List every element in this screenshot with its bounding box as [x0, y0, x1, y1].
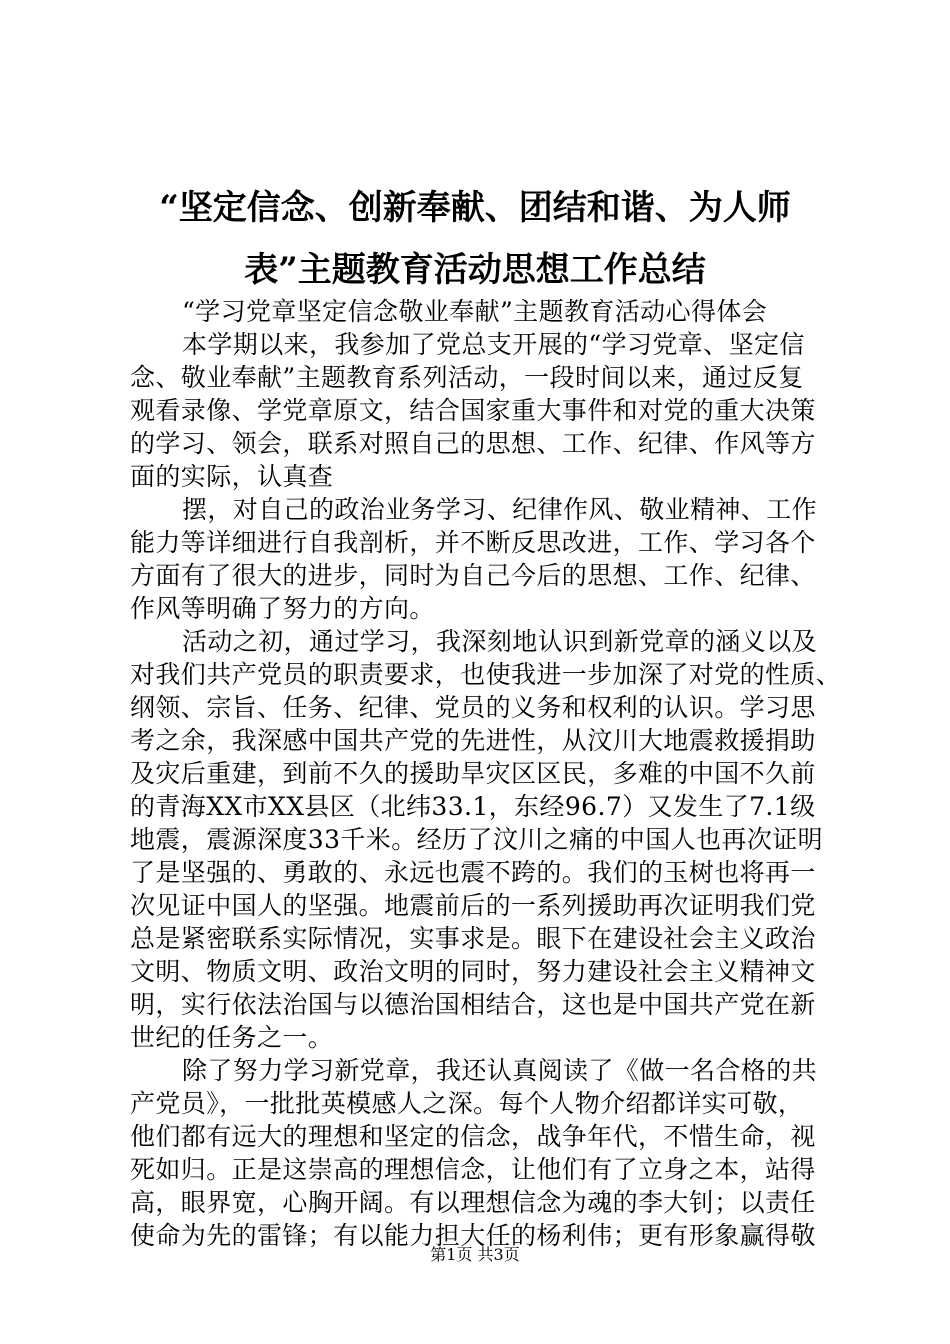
paragraph-line: 本学期以来，我参加了党总支开展的“学习党章、坚定信 — [182, 330, 805, 359]
paragraph-line: 方面有了很大的进步，同时为自己今后的思想、工作、纪律、 — [130, 561, 816, 590]
paragraph-line: 活动之初，通过学习，我深刻地认识到新党章的涵义以及 — [182, 627, 818, 656]
page-footer: 第1页 共3页 — [430, 1245, 520, 1264]
paragraph-line: 摆，对自己的政治业务学习、纪律作风、敬业精神、工作 — [182, 495, 818, 524]
document-title-line-2: 表”主题教育活动思想工作总结 — [244, 250, 706, 290]
paragraph-line: 观看录像、学党章原文，结合国家重大事件和对党的重大决策 — [130, 396, 816, 425]
paragraph-line: 的青海XX市XX县区（北纬33.1，东经96.7）又发生了7.1级 — [130, 792, 816, 821]
subtitle-line: “学习党章坚定信念敬业奉献”主题教育活动心得体会 — [182, 297, 768, 326]
paragraph-line: 及灾后重建，到前不久的援助旱灾区区民，多难的中国不久前 — [130, 759, 816, 788]
paragraph-line: 地震，震源深度33千米。经历了汶川之痛的中国人也再次证明 — [130, 825, 824, 854]
paragraph-line: 念、敬业奉献”主题教育系列活动，一段时间以来，通过反复 — [130, 363, 804, 392]
paragraph-line: 能力等详细进行自我剖析，并不断反思改进，工作、学习各个 — [130, 528, 816, 557]
paragraph-line: 死如归。正是这崇高的理想信念，让他们有了立身之本，站得 — [130, 1155, 816, 1184]
paragraph-line: 面的实际，认真查 — [130, 462, 334, 491]
paragraph-line: 他们都有远大的理想和坚定的信念，战争年代，不惜生命，视 — [130, 1122, 816, 1151]
paragraph-line: 考之余，我深感中国共产党的先进性，从汶川大地震救援捐助 — [130, 726, 816, 755]
paragraph-line: 纲领、宗旨、任务、纪律、党员的义务和权利的认识。学习思 — [130, 693, 816, 722]
paragraph-line: 的学习、领会，联系对照自己的思想、工作、纪律、作风等方 — [130, 429, 816, 458]
paragraph-line: 除了努力学习新党章，我还认真阅读了《做一名合格的共 — [182, 1056, 818, 1085]
paragraph-line: 高，眼界宽，心胸开阔。有以理想信念为魂的李大钊；以责任 — [130, 1188, 816, 1217]
paragraph-line: 次见证中国人的坚强。地震前后的一系列援助再次证明我们党 — [130, 891, 816, 920]
paragraph-line: 对我们共产党员的职责要求，也使我进一步加深了对党的性质、 — [130, 660, 842, 689]
document-title-line-1: “坚定信念、创新奉献、团结和谐、为人师 — [159, 188, 791, 228]
paragraph-line: 使命为先的雷锋；有以能力担大任的杨利伟；更有形象赢得敬 — [130, 1221, 816, 1250]
paragraph-line: 文明、物质文明、政治文明的同时，努力建设社会主义精神文 — [130, 957, 816, 986]
document-body — [130, 295, 842, 1252]
paragraph-line: 了是坚强的、勇敢的、永远也震不跨的。我们的玉树也将再一 — [130, 858, 816, 887]
paragraph-line: 产党员》，一批批英模感人之深。每个人物介绍都详实可敬， — [130, 1089, 804, 1118]
paragraph-line: 作风等明确了努力的方向。 — [130, 594, 435, 623]
paragraph-line: 世纪的任务之一。 — [130, 1023, 334, 1052]
paragraph-line: 总是紧密联系实际情况，实事求是。眼下在建设社会主义政治 — [130, 924, 816, 953]
paragraph-line: 明，实行依法治国与以德治国相结合，这也是中国共产党在新 — [130, 990, 816, 1019]
